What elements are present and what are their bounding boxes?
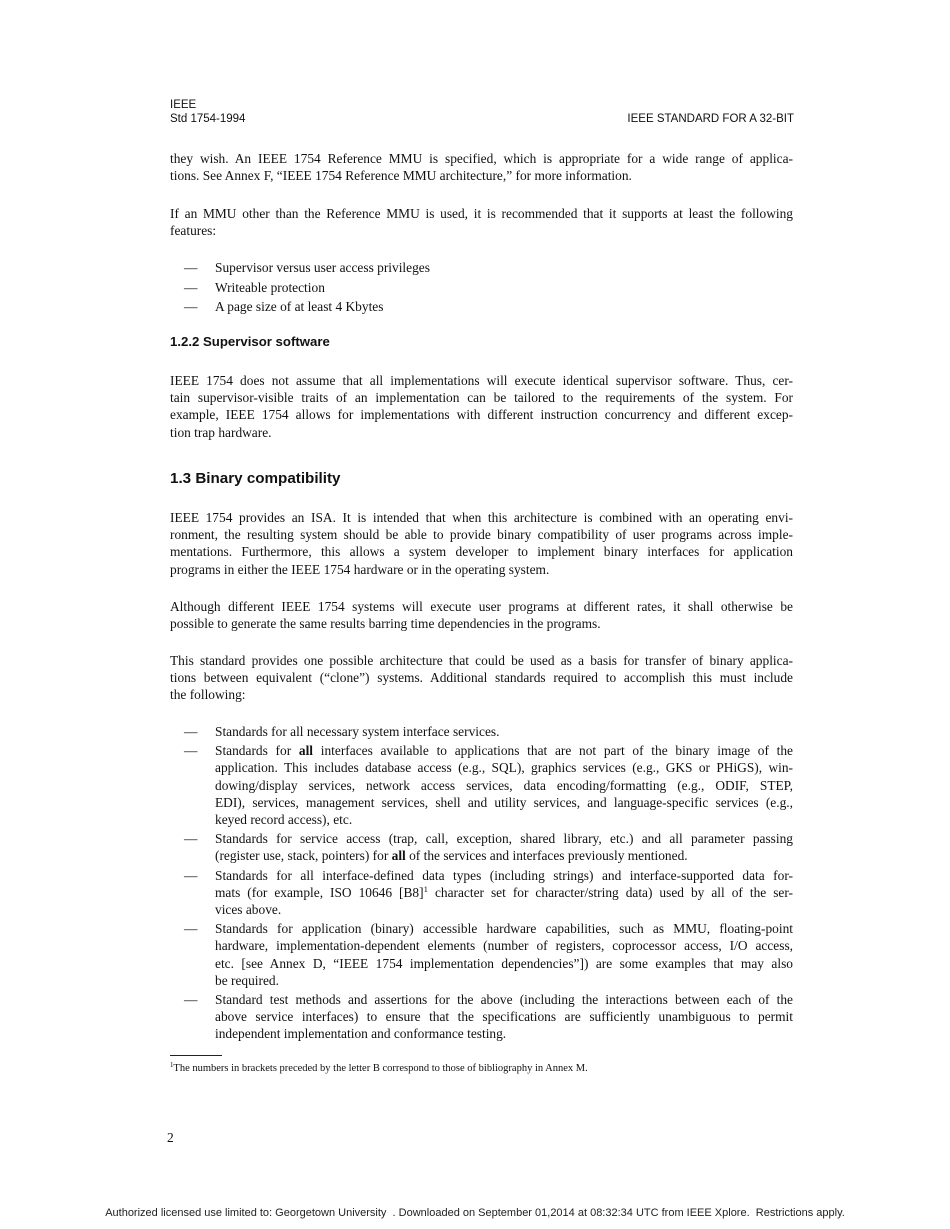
header-std-number: Std 1754-1994 xyxy=(170,113,246,125)
footnote-divider xyxy=(170,1055,222,1056)
list-item: — Standards for all interface-defined data types (including strings) and interface-supported data for- mats (for example, ISO 10646 $[B8]^1$ character set for character/string data) used by all of the ser- vices above. xyxy=(184,867,793,918)
binary-compat-paragraph-2: Although different IEEE 1754 systems will execute user programs at different rates, it shall otherwise be possible to generate the same results barring time dependencies in the programs. xyxy=(170,599,793,632)
binary-compat-paragraph-1: IEEE 1754 provides an ISA. It is intended that when this architecture is combined with an operating envi- ronment, the resulting system should be able to provide binary compatibility of user programs across imple- mentations. Furthermore, this allows a system developer to implement binary interfaces for application programs in either the IEEE 1754 hardware or in the operating system. xyxy=(170,510,793,577)
list-item: — Standard test methods and assertions for the above (including the interactions between each of the above service interfaces) to ensure that the specifications are sufficiently unambiguous to permit independent implementation and conformance testing. xyxy=(184,992,793,1042)
license-banner: Authorized licensed use limited to: Georgetown University . Downloaded on September 01,2014 at 08:32:34 UTC from IEEE Xplore. Restrictions apply. xyxy=(105,1207,845,1219)
required-standards-list xyxy=(170,723,793,1043)
footnote-number: 1 xyxy=(170,1061,174,1069)
section-heading-1-3: 1.3 Binary compatibility xyxy=(170,470,341,487)
header-org: IEEE xyxy=(170,99,197,111)
binary-compat-paragraph-3: This standard provides one possible architecture that could be used as a basis for transfer of binary applica- tions between equivalent (“clone”) systems. Additional standards required to accomplish this must include the following: xyxy=(170,653,793,703)
list-item: — Standards for application (binary) accessible hardware capabilities, such as MMU, floating-point hardware, implementation-dependent elements (number of registers, coprocessor access, I/O access, etc. [see Annex D, “IEEE 1754 implementation dependencies”]) are some examples that may also be required. xyxy=(184,921,793,988)
intro-paragraph-2: If an MMU other than the Reference MMU is used, it is recommended that it supports at least the following features: xyxy=(170,206,793,239)
section-heading-1-2-2: 1.2.2 Supervisor software xyxy=(170,334,330,349)
running-header-left xyxy=(170,98,245,126)
list-item: — Standards for all interfaces available to applications that are not part of the binary image of the application. This includes database access (e.g., SQL), graphics services (e.g., GKS or PHiGS), win- dowing/display services, network access services, data encoding/formatting (e.g., ODIF, STEP, EDI), services, management services, shell and utility services, and language-specific services (e.g., keyed record access), etc. xyxy=(184,743,793,828)
footnote: $^1$The numbers in brackets preceded by the letter B correspond to those of bibliography in Annex M. xyxy=(170,1061,588,1074)
list-item: — Supervisor versus user access privileges xyxy=(184,260,430,275)
intro-paragraph-1: they wish. An IEEE 1754 Reference MMU is specified, which is appropriate for a wide range of applica- tions. See Annex F, “IEEE 1754 Reference MMU architecture,” for more information. xyxy=(170,151,793,184)
footnote-marker: 1 xyxy=(423,883,428,894)
list-item: — Standards for all necessary system interface services. xyxy=(184,724,500,739)
supervisor-software-paragraph: IEEE 1754 does not assume that all implementations will execute identical supervisor software. Thus, cer- tain supervisor-visible traits of an implementation can be tailored to the requirements of the system. For example, IEEE 1754 allows for implementations with different instruction concurrency and different excep- tion trap hardware. xyxy=(170,373,793,440)
list-item: — Writeable protection xyxy=(184,279,325,295)
list-item: — Standards for service access (trap, call, exception, shared library, etc.) and all parameter passing (register use, stack, pointers) for all of the services and interfaces previously mentioned. xyxy=(184,831,793,864)
running-header-right: IEEE STANDARD FOR A 32-BIT xyxy=(627,113,794,125)
feature-list xyxy=(170,258,793,317)
list-item: — A page size of at least 4 Kbytes xyxy=(184,299,384,314)
page-number: 2 xyxy=(167,1130,174,1145)
